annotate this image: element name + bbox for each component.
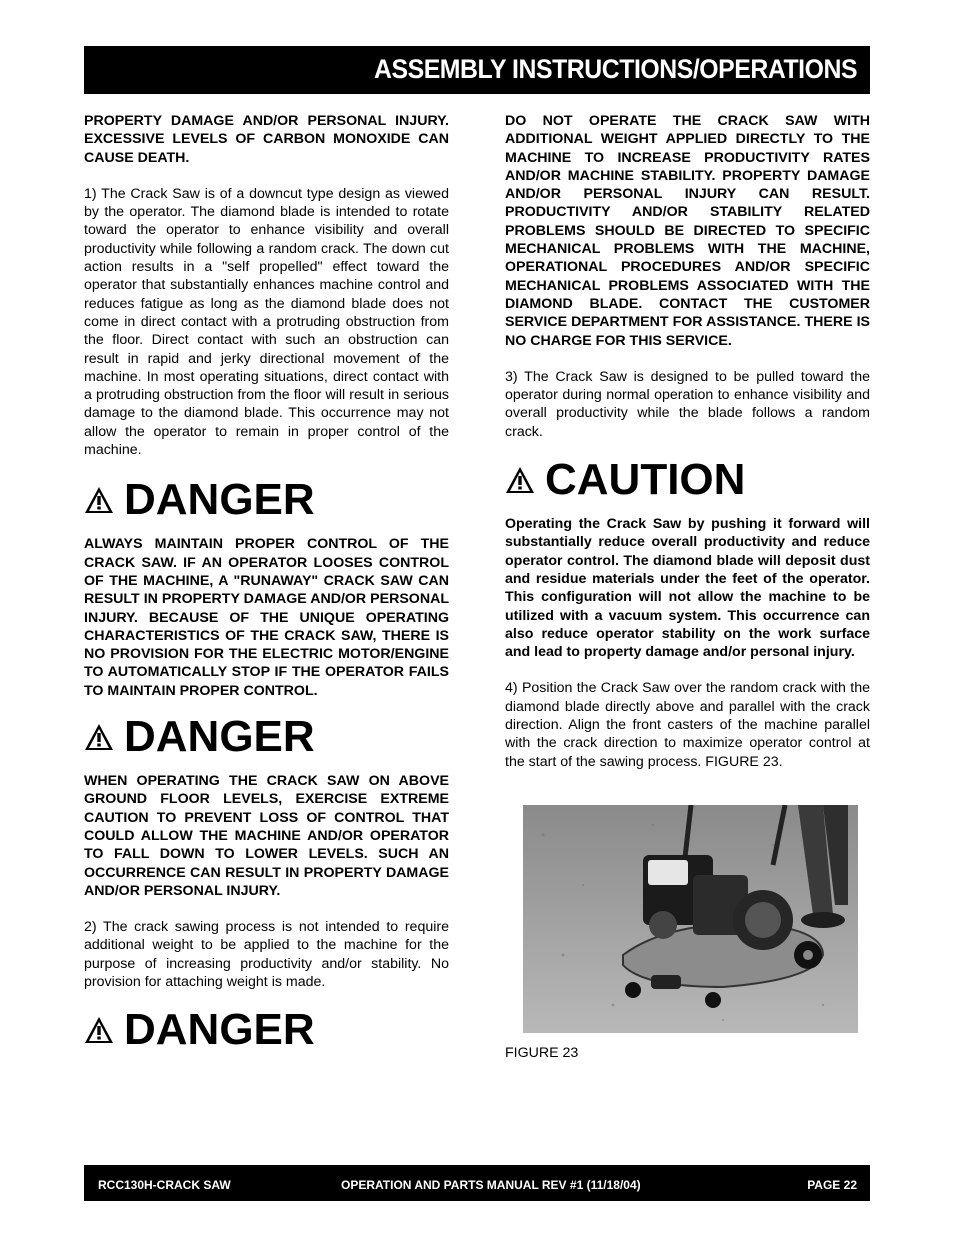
danger-label: DANGER (124, 712, 315, 762)
danger-heading-1 (84, 475, 449, 525)
warning-triangle-icon (84, 485, 114, 515)
footer-page-number: PAGE 22 (807, 1178, 857, 1192)
figure-caption: FIGURE 23 (505, 1044, 579, 1061)
page-footer (84, 1165, 870, 1201)
right-column (505, 112, 870, 1061)
caution-heading (505, 455, 870, 505)
danger-heading-2 (84, 712, 449, 762)
caution-text: Operating the Crack Saw by pushing it forward will substantially reduce overall productivity and reduce operator control. The diamond blade will deposit dust and residue materials under the feet of the operator. This configuration will not allow the machine to be utilized with a vacuum system. This occurrence can also reduce operator stability on the work surface and lead to property damage and/or personal injury. (505, 516, 870, 661)
step-3-text: 3) The Crack Saw is designed to be pulled toward the operator during normal operation to enhance visibility and overall productivity while the blade follows a random crack. (505, 368, 870, 440)
warning-triangle-icon (84, 722, 114, 752)
footer-model: RCC130H-CRACK SAW (98, 1178, 231, 1192)
weight-warning-text: DO NOT OPERATE THE CRACK SAW WITH ADDITIONAL WEIGHT APPLIED DIRECTLY TO THE MACHINE TO INCREASE PRODUCTIVITY RATES AND/OR MACHINE STABILITY. PROPERTY DAMAGE AND/OR PERSONAL INJURY CAN RESULT. PRODUCTIVITY AND/OR STABILITY RELATED PROBLEMS SHOULD BE DIRECTED TO SPECIFIC MECHANICAL PROBLEMS WITH THE MACHINE, OPERATIONAL PROCEDURES AND/OR SPECIFIC MECHANICAL PROBLEMS ASSOCIATED WITH THE DIAMOND BLADE. CONTACT THE CUSTOMER SERVICE DEPARTMENT FOR ASSISTANCE. THERE IS NO CHARGE FOR THIS SERVICE. (505, 113, 870, 349)
footer-manual-title: OPERATION AND PARTS MANUAL REV #1 (11/18/04) (341, 1178, 641, 1192)
step-1-text: 1) The Crack Saw is of a downcut type design as viewed by the operator. The diamond blade is intended to rotate toward the operator to enhance visibility and overall productivity while following a random crack. The down cut action results in a "self propelled" effect toward the operator that substantially enhances machine control and reduces fatigue as long as the diamond blade does not come in direct contact with a protruding obstruction from the floor. Direct contact with such an obstruction can result in rapid and jerky directional movement of the machine. In most operating situations, direct contact with a protruding obstruction from the floor will result in serious damage to the diamond blade. This occurrence may not allow the operator to remain in proper control of the machine. (84, 185, 449, 459)
danger-1-text: ALWAYS MAINTAIN PROPER CONTROL OF THE CRACK SAW. IF AN OPERATOR LOOSES CONTROL OF THE MACHINE, A "RUNAWAY" CRACK SAW CAN RESULT IN PROPERTY DAMAGE AND/OR PERSONAL INJURY. BECAUSE OF THE UNIQUE OPERATING CHARACTERISTICS OF THE CRACK SAW, THERE IS NO PROVISION FOR THE ELECTRIC MOTOR/ENGINE TO AUTOMATICALLY STOP IF THE OPERATOR FAILS TO MAINTAIN PROPER CONTROL. (84, 536, 449, 699)
step-4-text: 4) Position the Crack Saw over the random crack with the diamond blade directly above and parallel with the crack direction. Align the front casters of the machine parallel with the crack direction to maximize operator control at the start of the sawing process. FIGURE 23. (505, 680, 870, 770)
section-header (84, 46, 870, 94)
crack-saw-photo (523, 805, 858, 1033)
danger-label: DANGER (124, 1005, 315, 1055)
warning-triangle-icon (84, 1015, 114, 1045)
co-warning-text: PROPERTY DAMAGE AND/OR PERSONAL INJURY. EXCESSIVE LEVELS OF CARBON MONOXIDE CAN CAUSE DEATH. (84, 113, 449, 166)
danger-2-text: WHEN OPERATING THE CRACK SAW ON ABOVE GROUND FLOOR LEVELS, EXERCISE EXTREME CAUTION TO PREVENT LOSS OF CONTROL THAT COULD ALLOW THE MACHINE AND/OR OPERATOR TO FALL DOWN TO LOWER LEVELS. SUCH AN OCCURRENCE CAN RESULT IN PROPERTY DAMAGE AND/OR PERSONAL INJURY. (84, 773, 449, 899)
left-column (84, 112, 449, 1055)
section-title: ASSEMBLY INSTRUCTIONS/OPERATIONS (373, 54, 857, 84)
danger-label: DANGER (124, 475, 315, 525)
caution-label: CAUTION (545, 455, 746, 505)
warning-triangle-icon (505, 465, 535, 495)
step-2-text: 2) The crack sawing process is not intended to require additional weight to be applied to the machine for the purpose of increasing productivity and/or stability. No provision for attaching weight is made. (84, 919, 449, 990)
danger-heading-3 (84, 1005, 449, 1055)
